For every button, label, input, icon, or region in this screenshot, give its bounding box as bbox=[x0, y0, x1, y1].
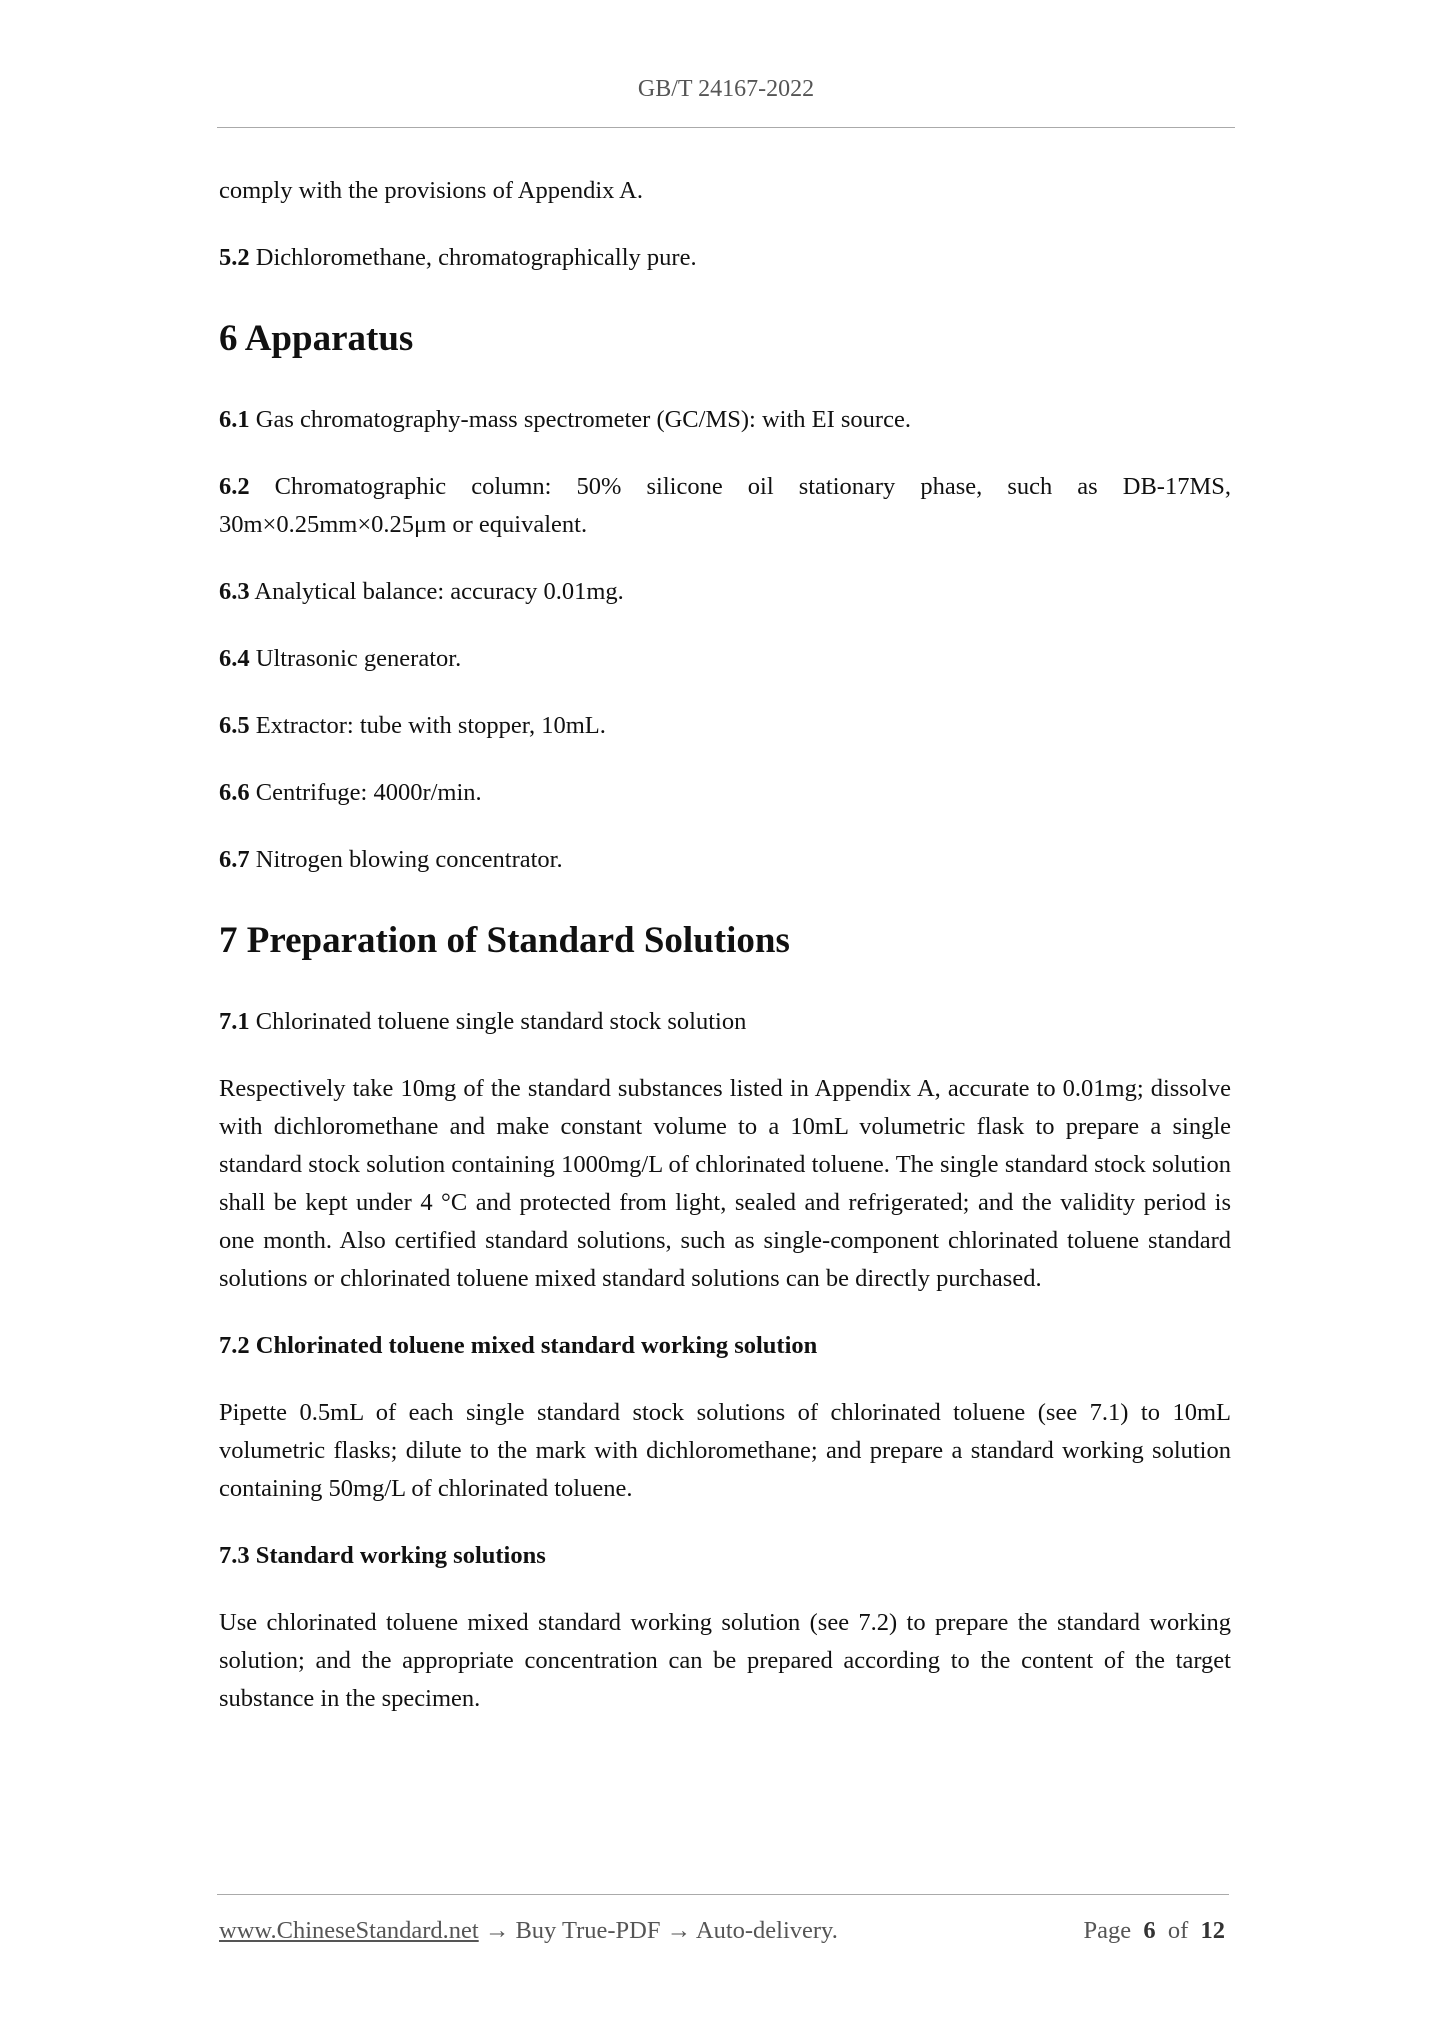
clause-7-1 bbox=[219, 1003, 1231, 1041]
clause-number: 6.2 bbox=[219, 473, 250, 500]
clause-7-2-body: Pipette 0.5mL of each single standard stock solutions of chlorinated toluene (see 7.1) to 10mL volumetric flasks; dilute to the mark with dichloromethane; and prepare a standard working solution containing 50mg/L of chlorinated toluene. bbox=[219, 1399, 1231, 1502]
clause-text: Analytical balance: accuracy 0.01mg. bbox=[249, 578, 624, 605]
clause-text: Dichloromethane, chromatographically pure. bbox=[249, 244, 697, 271]
page-counter bbox=[1083, 1914, 1225, 1948]
clause-7-1-body: Respectively take 10mg of the standard substances listed in Appendix A, accurate to 0.01mg; dissolve with dichloromethane and make constant volume to a 10mL volumetric flask to prepare a single standard stock solution containing 1000mg/L of chlorinated toluene. The single standard stock solution shall be kept under 4 °C and protected from light, sealed and refrigerated; and the validity period is one month. Also certified standard solutions, such as single-component chlorinated toluene standard solutions or chlorinated toluene mixed standard solutions can be directly purchased. bbox=[219, 1075, 1231, 1292]
clause-number: 6.1 bbox=[219, 406, 250, 433]
clause-6-1 bbox=[219, 401, 1231, 439]
clause-text: Centrifuge: 4000r/min. bbox=[249, 779, 482, 806]
clause-number: 6.4 bbox=[219, 645, 250, 672]
clause-5-2 bbox=[219, 239, 1231, 277]
header-divider bbox=[217, 127, 1235, 128]
clause-number: 7.1 bbox=[219, 1008, 250, 1035]
clause-text: Chlorinated toluene single standard stock solution bbox=[249, 1008, 747, 1035]
clause-6-2 bbox=[219, 468, 1231, 544]
clause-number: 6.5 bbox=[219, 712, 250, 739]
clause-text: Ultrasonic generator. bbox=[249, 645, 462, 672]
clause-text: Chromatographic column: 50% silicone oil stationary phase, such as DB-17MS, 30m×0.25mm×0.25μm or equivalent. bbox=[219, 473, 1231, 538]
paragraph-continuation: comply with the provisions of Appendix A. bbox=[219, 177, 643, 204]
footer-divider bbox=[217, 1894, 1229, 1895]
clause-text: Gas chromatography-mass spectrometer (GC/MS): with EI source. bbox=[249, 406, 911, 433]
page-footer bbox=[219, 1914, 1225, 1948]
page-label: Page bbox=[1083, 1917, 1132, 1944]
clause-number: 6.7 bbox=[219, 846, 250, 873]
clause-6-5 bbox=[219, 707, 1231, 745]
running-header: GB/T 24167-2022 bbox=[637, 76, 815, 102]
clause-6-4 bbox=[219, 640, 1231, 678]
clause-6-7 bbox=[219, 841, 1231, 879]
clause-number: 6.6 bbox=[219, 779, 250, 806]
of-label: of bbox=[1167, 1917, 1189, 1944]
subheading-7-2: 7.2 Chlorinated toluene mixed standard working solution bbox=[219, 1332, 818, 1359]
clause-7-3-body: Use chlorinated toluene mixed standard working solution (see 7.2) to prepare the standard working solution; and the appropriate concentration can be prepared according to the content of the target substance in the specimen. bbox=[219, 1609, 1231, 1712]
subheading-7-3: 7.3 Standard working solutions bbox=[219, 1542, 546, 1569]
arrow-icon: → bbox=[666, 1917, 692, 1944]
buy-text: Buy True-PDF bbox=[515, 1917, 661, 1944]
delivery-text: Auto-delivery. bbox=[695, 1917, 838, 1944]
website-link[interactable]: www.ChineseStandard.net bbox=[219, 1917, 479, 1944]
clause-6-6 bbox=[219, 774, 1231, 812]
clause-number: 5.2 bbox=[219, 244, 250, 271]
page-body bbox=[219, 172, 1231, 1747]
clause-text: Extractor: tube with stopper, 10mL. bbox=[249, 712, 606, 739]
clause-text: Nitrogen blowing concentrator. bbox=[249, 846, 563, 873]
arrow-icon: → bbox=[484, 1917, 510, 1944]
page-total: 12 bbox=[1200, 1917, 1225, 1944]
clause-number: 6.3 bbox=[219, 578, 250, 605]
section-heading-7: 7 Preparation of Standard Solutions bbox=[219, 920, 790, 961]
section-heading-6: 6 Apparatus bbox=[219, 318, 414, 359]
page-number: 6 bbox=[1143, 1917, 1156, 1944]
clause-6-3 bbox=[219, 573, 1231, 611]
